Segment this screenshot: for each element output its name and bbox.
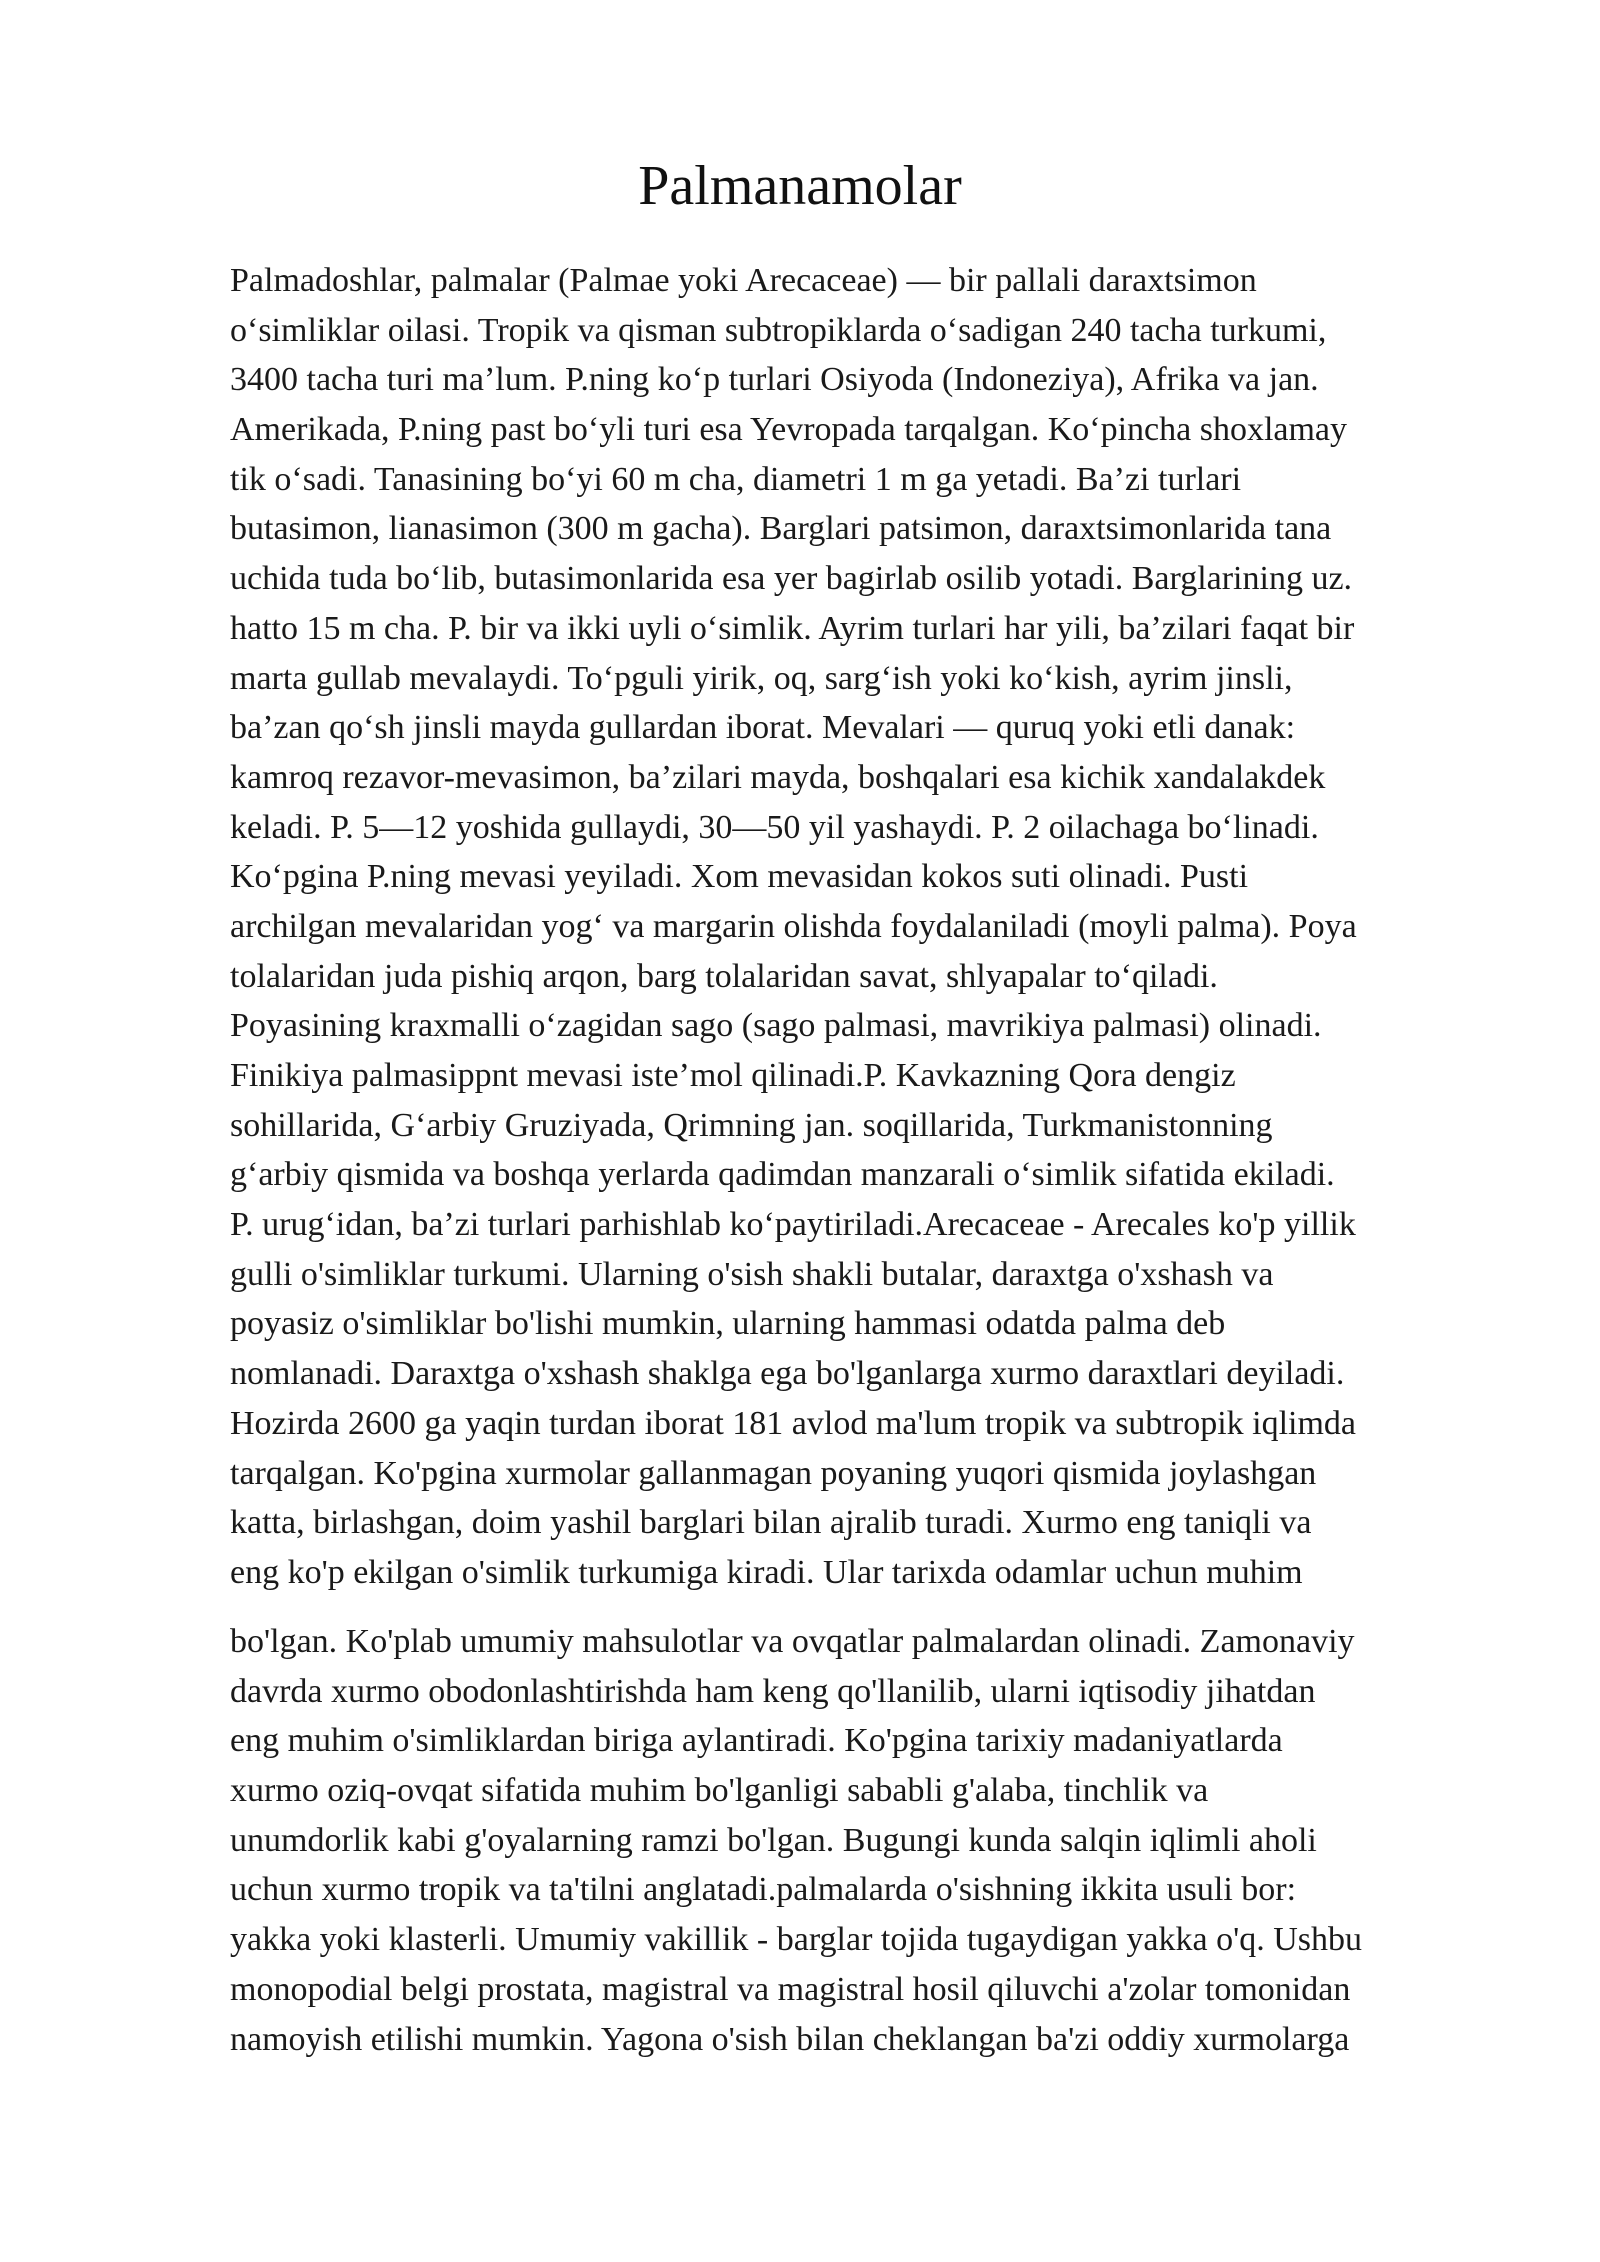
text-line: marta gullab mevalaydi. To‘pguli yirik, oq, sarg‘ish yoki ko‘kish, ayrim jinsli,	[230, 659, 1293, 697]
text-line: xurmo oziq-ovqat sifatida muhim bo'lganligi sababli g'alaba, tinchlik va	[230, 1772, 1209, 1810]
paragraph-1	[230, 256, 1570, 1598]
text-line: yakka yoki klasterli. Umumiy vakillik - barglar tojida tugaydigan yakka o'q. Ushbu	[230, 1921, 1362, 1959]
text-line: uchun xurmo tropik va ta'tilni anglatadi.palmalarda o'sishning ikkita usuli bor:	[230, 1871, 1297, 1909]
text-line: kamroq rezavor-mevasimon, ba’zilari mayda, boshqalari esa kichik xandalakdek	[230, 758, 1326, 796]
text-line: hatto 15 m cha. P. bir va ikki uyli o‘simlik. Ayrim turlari har yili, ba’zilari faqat bir	[230, 609, 1355, 647]
text-line: nomlanadi. Daraxtga o'xshash shaklga ega bo'lganlarga xurmo daraxtlari deyiladi.	[230, 1355, 1345, 1393]
text-line: eng ko'p ekilgan o'simlik turkumiga kiradi. Ular tarixda odamlar uchun muhim	[230, 1553, 1303, 1591]
text-line: Ko‘pgina P.ning mevasi yeyiladi. Xom mevasidan kokos suti olinadi. Pusti	[230, 858, 1249, 896]
text-line: katta, birlashgan, doim yashil barglari bilan ajralib turadi. Xurmo eng taniqli va	[230, 1504, 1312, 1542]
text-line: monopodial belgi prostata, magistral va magistral hosil qiluvchi a'zolar tomonidan	[230, 1970, 1351, 2008]
text-line: namoyish etilishi mumkin. Yagona o'sish bilan cheklangan ba'zi oddiy xurmolarga	[230, 2020, 1350, 2058]
text-line: keladi. P. 5—12 yoshida gullaydi, 30—50 yil yashaydi. P. 2 oilachaga bo‘linadi.	[230, 808, 1319, 846]
text-line: davrda xurmo obodonlashtirishda ham keng qo'llanilib, ularni iqtisodiy jihatdan	[230, 1672, 1316, 1710]
text-line: tarqalgan. Ko'pgina xurmolar gallanmagan poyaning yuqori qismida joylashgan	[230, 1454, 1317, 1492]
text-line: archilgan mevalaridan yog‘ va margarin olishda foydalaniladi (moyli palma). Poya	[230, 907, 1357, 945]
text-line: Amerikada, P.ning past bo‘yli turi esa Yevropada tarqalgan. Ko‘pincha shoxlamay	[230, 411, 1348, 449]
text-line: gulli o'simliklar turkumi. Ularning o'sish shakli butalar, daraxtga o'xshash va	[230, 1255, 1274, 1293]
text-line: unumdorlik kabi g'oyalarning ramzi bo'lgan. Bugungi kunda salqin iqlimli aholi	[230, 1821, 1317, 1859]
text-line: poyasiz o'simliklar bo'lishi mumkin, ularning hammasi odatda palma deb	[230, 1305, 1226, 1343]
document-title: Palmanamolar	[638, 155, 962, 217]
text-line: 3400 tacha turi ma’lum. P.ning ko‘p turlari Osiyoda (Indoneziya), Afrika va jan.	[230, 361, 1319, 399]
text-line: butasimon, lianasimon (300 m gacha). Barglari patsimon, daraxtsimonlarida tana	[230, 510, 1332, 548]
text-line: sohillarida, G‘arbiy Gruziyada, Qrimning jan. soqillarida, Turkmanistonning	[230, 1106, 1273, 1144]
text-line: Finikiya palmasippnt mevasi iste’mol qilinadi.P. Kavkazning Qora dengiz	[230, 1057, 1236, 1094]
text-line: ba’zan qo‘sh jinsli mayda gullardan iborat. Mevalari — quruq yoki etli danak:	[230, 709, 1296, 747]
text-line: o‘simliklar oilasi. Tropik va qisman subtropiklarda o‘sadigan 240 tacha turkumi,	[230, 311, 1327, 349]
text-line: tolalaridan juda pishiq arqon, barg tolalaridan savat, shlyapalar to‘qiladi.	[230, 957, 1218, 995]
text-line: Poyasining kraxmalli o‘zagidan sago (sago palmasi, mavrikiya palmasi) olinadi.	[230, 1007, 1322, 1045]
text-line: tik o‘sadi. Tanasining bo‘yi 60 m cha, diametri 1 m ga yetadi. Ba’zi turlari	[230, 460, 1242, 498]
text-line: g‘arbiy qismida va boshqa yerlarda qadimdan manzarali o‘simlik sifatida ekiladi.	[230, 1156, 1335, 1194]
text-line: eng muhim o'simliklardan biriga aylantiradi. Ko'pgina tarixiy madaniyatlarda	[230, 1722, 1283, 1760]
text-line: Hozirda 2600 ga yaqin turdan iborat 181 avlod ma'lum tropik va subtropik iqlimda	[230, 1404, 1357, 1442]
paragraph-2	[230, 1617, 1570, 2064]
text-line: P. urug‘idan, ba’zi turlari parhishlab ko‘paytiriladi.Arecaceae - Arecales ko'p yillik	[230, 1206, 1356, 1244]
text-line: Palmadoshlar, palmalar (Palmae yoki Arecaceae) — bir pallali daraxtsimon	[230, 262, 1257, 299]
text-line: bo'lgan. Ko'plab umumiy mahsulotlar va ovqatlar palmalardan olinadi. Zamonaviy	[230, 1623, 1355, 1660]
text-line: uchida tuda bo‘lib, butasimonlarida esa yer bagirlab osilib yotadi. Barglarining uz.	[230, 560, 1353, 598]
